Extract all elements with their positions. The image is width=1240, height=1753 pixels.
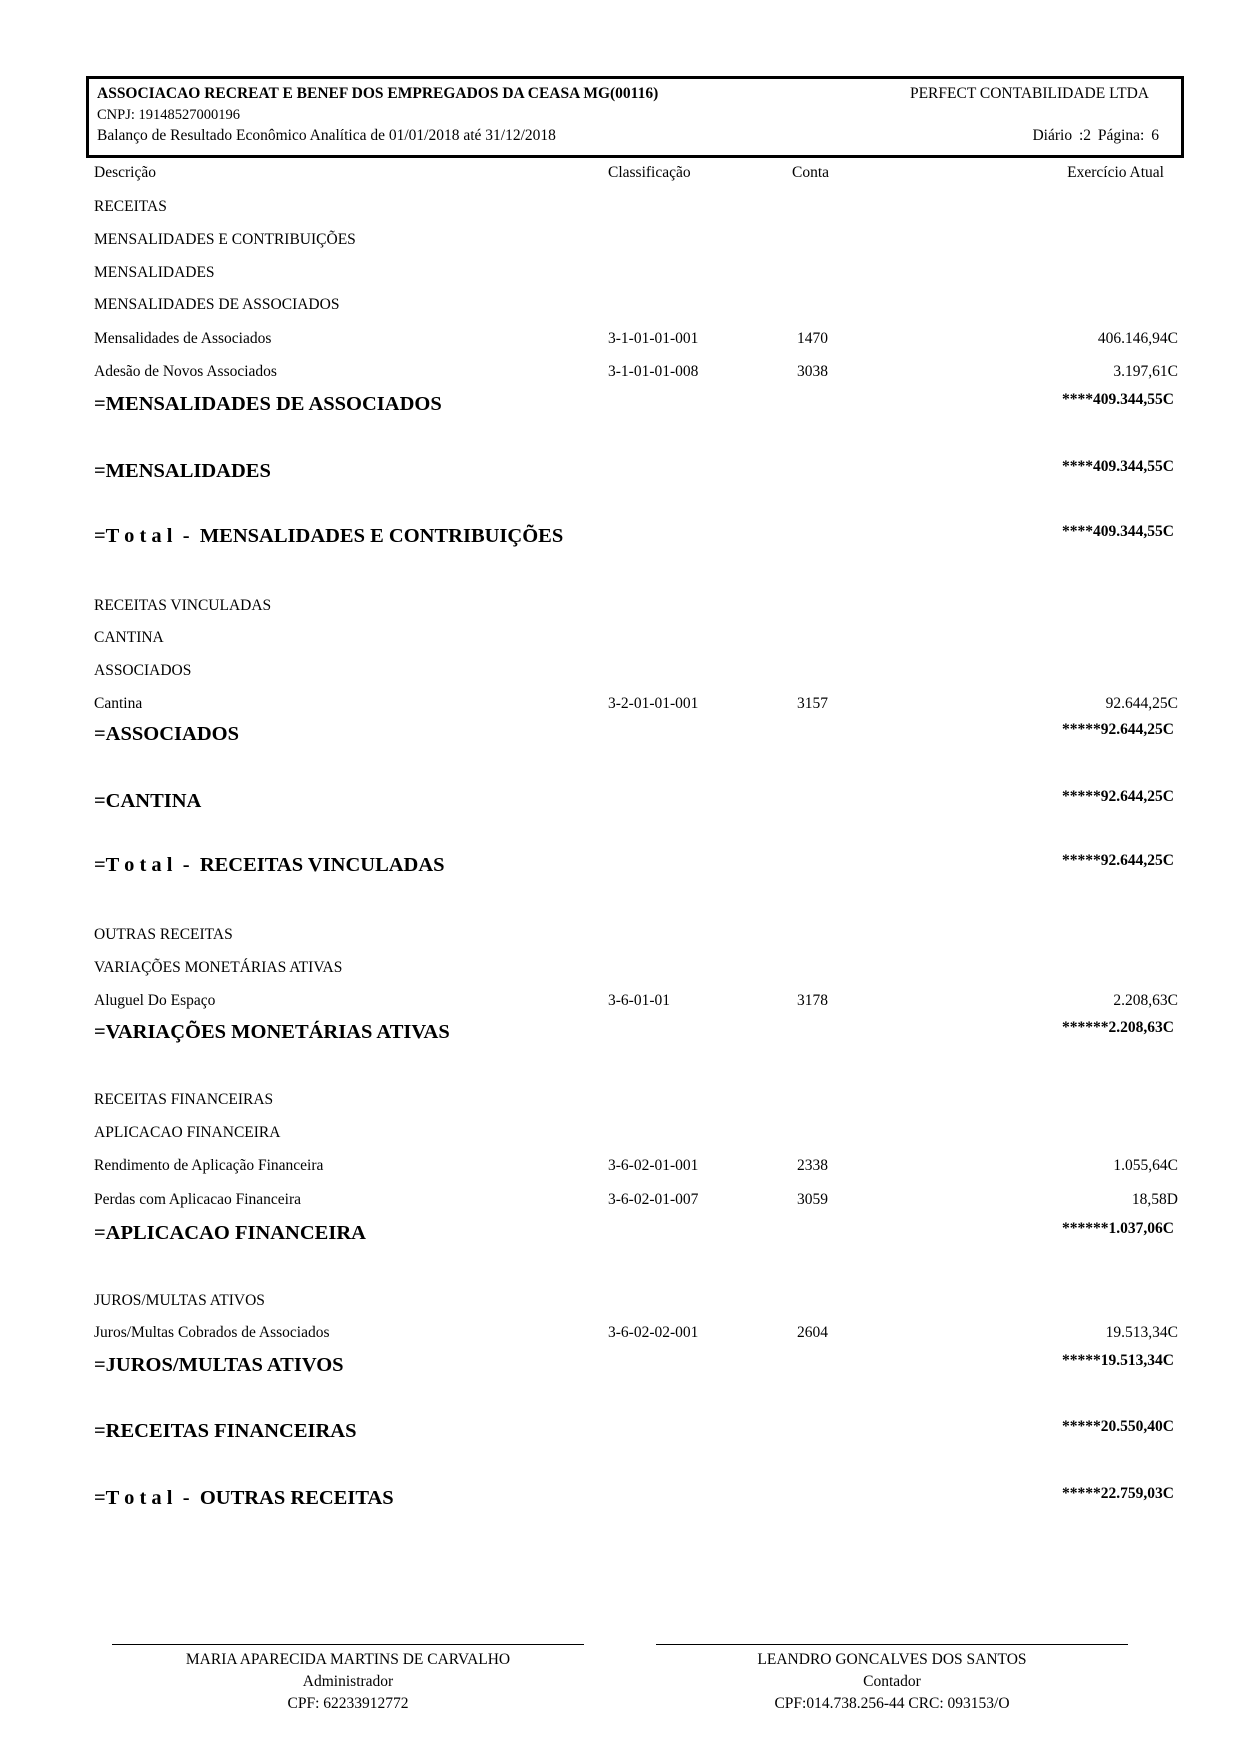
col-classificacao: Classificação [608,164,691,181]
row-description: =ASSOCIADOS [94,723,239,745]
row-description: CANTINA [94,629,164,646]
row-classificacao: 3-1-01-01-001 [608,330,699,347]
row-description: RECEITAS FINANCEIRAS [94,1091,274,1108]
account-row [0,328,1240,352]
group-heading [0,262,1240,286]
signature-administrator [112,1644,584,1715]
row-classificacao: 3-6-02-01-001 [608,1157,699,1174]
row-description: RECEITAS [94,198,167,215]
account-row [0,1189,1240,1213]
row-value: *****92.644,25C [1062,852,1174,869]
row-classificacao: 3-2-01-01-001 [608,695,699,712]
row-conta: 2338 [797,1157,828,1174]
account-row [0,693,1240,717]
row-value: ****409.344,55C [1062,523,1174,540]
group-heading [0,627,1240,651]
account-row [0,361,1240,385]
row-classificacao: 3-6-01-01 [608,992,670,1009]
subtotal-row [0,852,1240,882]
report-header [86,76,1184,158]
row-description: =APLICACAO FINANCEIRA [94,1222,366,1244]
group-heading [0,1122,1240,1146]
group-heading [0,1290,1240,1314]
subtotal-row [0,458,1240,488]
row-description: MENSALIDADES DE ASSOCIADOS [94,296,340,313]
diario-pagina: Diário :2 Página: 6 [1032,127,1159,144]
row-description: APLICACAO FINANCEIRA [94,1124,281,1141]
row-description: MENSALIDADES E CONTRIBUIÇÕES [94,231,356,248]
group-heading [0,595,1240,619]
row-description: OUTRAS RECEITAS [94,926,233,943]
row-description: =JUROS/MULTAS ATIVOS [94,1354,344,1376]
subtotal-row [0,1019,1240,1049]
row-description: =RECEITAS FINANCEIRAS [94,1420,357,1442]
row-description: =MENSALIDADES DE ASSOCIADOS [94,393,442,415]
row-value: *****92.644,25C [1062,721,1174,738]
signer-doc: CPF: 62233912772 [287,1695,409,1712]
row-description: Perdas com Aplicacao Financeira [94,1191,302,1208]
row-value: 3.197,61C [1113,363,1178,380]
group-heading [0,229,1240,253]
row-conta: 3157 [797,695,828,712]
group-heading [0,1089,1240,1113]
row-description: RECEITAS VINCULADAS [94,597,272,614]
row-description: JUROS/MULTAS ATIVOS [94,1292,265,1309]
row-conta: 1470 [797,330,828,347]
row-value: *****20.550,40C [1062,1418,1174,1435]
row-value: *****92.644,25C [1062,788,1174,805]
report-title: Balanço de Resultado Econômico Analítica de 01/01/2018 até 31/12/2018 [97,127,556,144]
row-classificacao: 3-6-02-01-007 [608,1191,699,1208]
row-classificacao: 3-1-01-01-008 [608,363,699,380]
row-description: Juros/Multas Cobrados de Associados [94,1324,330,1341]
group-heading [0,957,1240,981]
subtotal-row [0,1418,1240,1448]
signer-role: Administrador [302,1673,394,1690]
group-heading [0,196,1240,220]
signer-name: MARIA APARECIDA MARTINS DE CARVALHO [185,1651,511,1668]
row-description: =CANTINA [94,790,202,812]
row-description: ASSOCIADOS [94,662,192,679]
row-description: =T o t a l - RECEITAS VINCULADAS [94,854,445,876]
row-value: 18,58D [1131,1191,1178,1208]
row-conta: 3178 [797,992,828,1009]
col-exercicio: Exercício Atual [1067,164,1164,181]
row-description: =MENSALIDADES [94,460,271,482]
signature-line [656,1644,1128,1645]
subtotal-row [0,1352,1240,1382]
row-description: =T o t a l - MENSALIDADES E CONTRIBUIÇÕES [94,525,564,547]
row-value: ****409.344,55C [1062,391,1174,408]
row-conta: 3038 [797,363,828,380]
row-description: =T o t a l - OUTRAS RECEITAS [94,1487,394,1509]
subtotal-row [0,788,1240,818]
group-heading [0,660,1240,684]
subtotal-row [0,721,1240,751]
subtotal-row [0,391,1240,421]
group-heading [0,924,1240,948]
row-description: Mensalidades de Associados [94,330,272,347]
row-description: Cantina [94,695,143,712]
col-conta: Conta [792,164,830,181]
row-value: ****409.344,55C [1062,458,1174,475]
group-heading [0,294,1240,318]
cnpj: CNPJ: 19148527000196 [97,107,241,123]
row-description: VARIAÇÕES MONETÁRIAS ATIVAS [94,959,343,976]
subtotal-row [0,1220,1240,1250]
row-value: *****19.513,34C [1062,1352,1174,1369]
row-description: Aluguel Do Espaço [94,992,216,1009]
row-value: 1.055,64C [1113,1157,1178,1174]
row-description: Adesão de Novos Associados [94,363,277,380]
row-description: =VARIAÇÕES MONETÁRIAS ATIVAS [94,1021,450,1043]
col-descricao: Descrição [94,164,156,181]
row-description: Rendimento de Aplicação Financeira [94,1157,324,1174]
signer-doc: CPF:014.738.256-44 CRC: 093153/O [774,1695,1010,1712]
subtotal-row [0,1485,1240,1515]
company-name: ASSOCIACAO RECREAT E BENEF DOS EMPREGADOS DA CEASA MG(00116) [97,85,659,102]
subtotal-row [0,523,1240,553]
row-description: MENSALIDADES [94,264,215,281]
account-row [0,990,1240,1014]
row-conta: 2604 [797,1324,828,1341]
signer-role: Contador [863,1673,921,1690]
accounting-office: PERFECT CONTABILIDADE LTDA [909,85,1149,102]
row-classificacao: 3-6-02-02-001 [608,1324,699,1341]
row-value: 2.208,63C [1113,992,1178,1009]
signer-name: LEANDRO GONCALVES DOS SANTOS [757,1651,1027,1668]
account-row [0,1322,1240,1346]
signature-accountant [656,1644,1128,1715]
row-value: 92.644,25C [1105,695,1178,712]
row-value: ******2.208,63C [1062,1019,1174,1036]
row-value: 19.513,34C [1105,1324,1178,1341]
signature-line [112,1644,584,1645]
row-value: 406.146,94C [1097,330,1178,347]
account-row [0,1155,1240,1179]
row-value: ******1.037,06C [1062,1220,1174,1237]
row-value: *****22.759,03C [1062,1485,1174,1502]
row-conta: 3059 [797,1191,828,1208]
